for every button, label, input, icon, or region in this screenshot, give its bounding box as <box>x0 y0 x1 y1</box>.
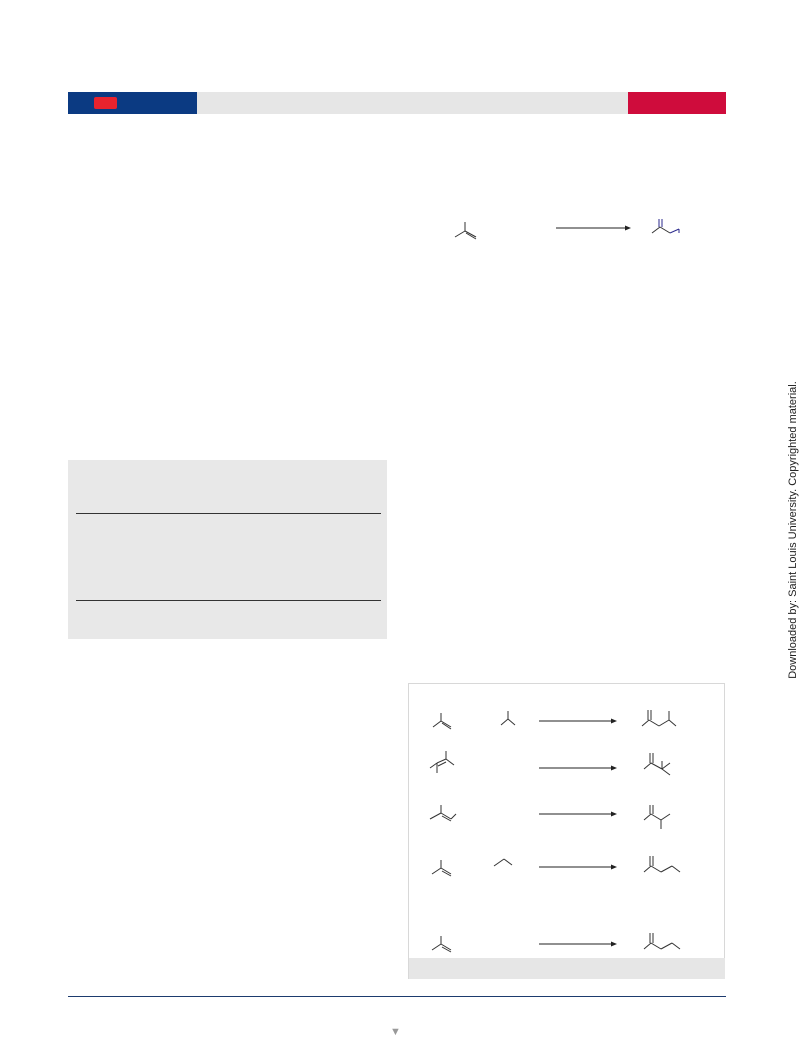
row4-reagent-structure <box>494 859 512 866</box>
row1-product-structure <box>642 710 676 726</box>
footer-rule <box>68 996 726 997</box>
publisher-logo-block <box>628 92 726 114</box>
product-ketone-structure <box>652 219 679 233</box>
top-reaction-scheme <box>440 215 700 255</box>
reaction-arrow <box>556 226 631 231</box>
row5-arrow <box>539 942 617 947</box>
row3-reactant-structure <box>430 805 456 821</box>
table-bottom-rule <box>76 600 381 601</box>
row4-reactant-structure <box>432 860 451 876</box>
table-top-rule <box>76 513 381 514</box>
row2-arrow <box>539 766 617 771</box>
journal-logo-block <box>68 92 197 114</box>
row1-reactant-structure <box>433 713 451 729</box>
triangle-down-icon[interactable]: ▼ <box>390 1026 401 1038</box>
row2-product-structure <box>644 753 670 775</box>
download-watermark: Downloaded by: Saint Louis University. Copyrighted material. <box>787 381 799 679</box>
row3-arrow <box>539 812 617 817</box>
row5-product-structure <box>644 933 680 949</box>
row4-arrow <box>539 865 617 870</box>
row1-reagent-structure <box>501 711 515 725</box>
row5-reactant-structure <box>432 936 451 952</box>
table-panel <box>68 460 387 639</box>
substrate-scope-scheme <box>408 683 725 963</box>
row4-product-structure <box>644 856 680 872</box>
reactant-alkene-structure <box>455 222 476 239</box>
row1-arrow <box>539 719 617 724</box>
row3-product-structure <box>644 805 670 829</box>
journal-badge-icon <box>94 97 117 109</box>
row2-reactant-structure <box>430 751 454 773</box>
